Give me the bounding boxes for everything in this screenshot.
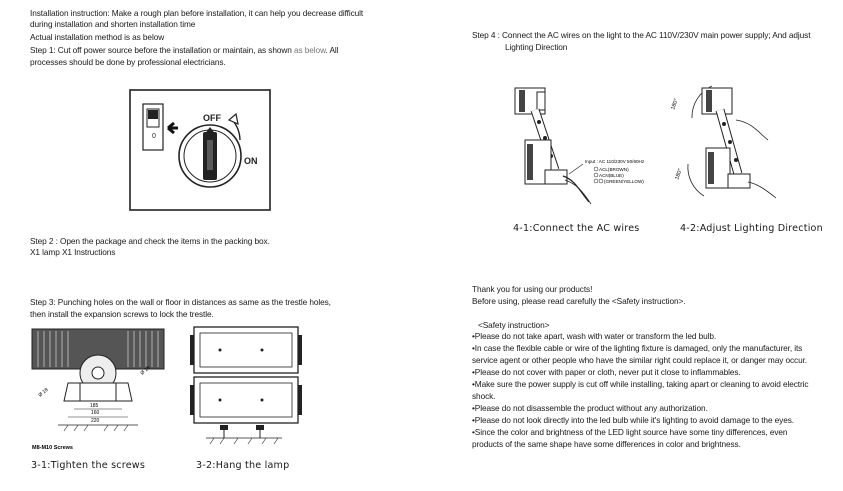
figure-4-1-connect-wires (505, 80, 665, 210)
wire-input-label: Input : AC 110/230V 50/60Hz (585, 159, 645, 164)
intro-line-2: during installation and shorten installation time (30, 19, 196, 29)
safety-title: <Safety instruction> (478, 320, 550, 330)
safety-line: •Please do not disassemble the product without any authorization. (472, 403, 708, 413)
step4-line-2: Lighting Direction (505, 42, 568, 52)
dim-220: 220 (91, 418, 100, 424)
thanks-line: Thank you for using our products! (472, 284, 593, 294)
angle-top-label: 180° (670, 97, 680, 111)
wire-blue-label: ACN(BLUE) (599, 173, 624, 178)
step1-text: Step 1: Cut off power source before the installation or maintain, as shown (30, 45, 292, 55)
arrow-icon (168, 123, 178, 133)
dim-phi-b: Ø 18 (139, 364, 152, 377)
power-switch-figure (130, 90, 270, 210)
safety-line: •Please do not look directly into the led bulb while it's lighting to avoid damage to the eyes. (472, 415, 794, 425)
angle-bottom-label: 180° (674, 167, 684, 181)
step2-line-1: Step 2 : Open the package and check the items in the packing box. (30, 236, 270, 246)
dim-160: 160 (91, 410, 100, 416)
caption-4-1: 4-1:Connect the AC wires (513, 223, 640, 234)
dim-185: 185 (90, 403, 99, 409)
wire-ground-label: (GREEN/YELLOW) (604, 179, 644, 184)
before-using-line: Before using, please read carefully the <Safety instruction>. (472, 296, 686, 306)
caption-4-2: 4-2:Adjust Lighting Direction (680, 223, 823, 234)
svg-text:0: 0 (152, 133, 156, 140)
safety-line: service agent or other people who have the similar right could replace it, or danger may occur. (472, 355, 808, 365)
safety-line: •Make sure the power supply is cut off while installing, taking apart or cleaning to avoid electric (472, 379, 809, 389)
safety-line: products of the same shape have some differences in color and brightness. (472, 439, 741, 449)
step3-line-2: then install the expansion screws to lock the trestle. (30, 309, 214, 319)
intro-line-1: Installation instruction: Make a rough plan before installation, it can help you decrease difficult (30, 8, 364, 18)
caption-3-2: 3-2:Hang the lamp (196, 460, 290, 471)
step1-suffix: . All (325, 45, 339, 55)
caption-3-1: 3-1:Tighten the screws (31, 460, 146, 471)
safety-line: •Since the color and brightness of the LED light source have some tiny differences, even (472, 427, 788, 437)
safety-line: •In case the flexible cable or wire of the lighting fixture is damaged, only the manufacturer, its (472, 343, 803, 353)
wire-brown-label: ACL(BROWN) (599, 167, 629, 172)
safety-line: shock. (472, 391, 496, 401)
step1-line-2: processes should be done by professional electricians. (30, 57, 226, 67)
dim-phi-a: Ø 18 (37, 386, 50, 399)
switch-off-label: OFF (203, 113, 221, 123)
figure-3-1-tighten-screws (28, 325, 168, 455)
figure-3-2-hang-lamp (190, 325, 302, 450)
step2-line-2: X1 lamp X1 Instructions (30, 247, 116, 257)
step3-line-1: Step 3: Punching holes on the wall or floor in distances as same as the trestle holes, (30, 297, 331, 307)
figure-4-2-adjust-direction (672, 78, 782, 208)
step1-line-1 (30, 45, 338, 56)
screws-label: M8-M10 Screws (32, 445, 73, 451)
safety-line: •Please do not take apart, wash with water or transform the led bulb. (472, 331, 717, 341)
step1-as-below: as below (294, 45, 326, 55)
method-line: Actual installation method is as below (30, 32, 165, 42)
switch-on-label: ON (244, 156, 258, 166)
safety-line: •Please do not cover with paper or cloth, never put it close to inflammables. (472, 367, 741, 377)
step4-line-1: Step 4 : Connect the AC wires on the light to the AC 110V/230V main power supply; And adjust (472, 30, 811, 40)
